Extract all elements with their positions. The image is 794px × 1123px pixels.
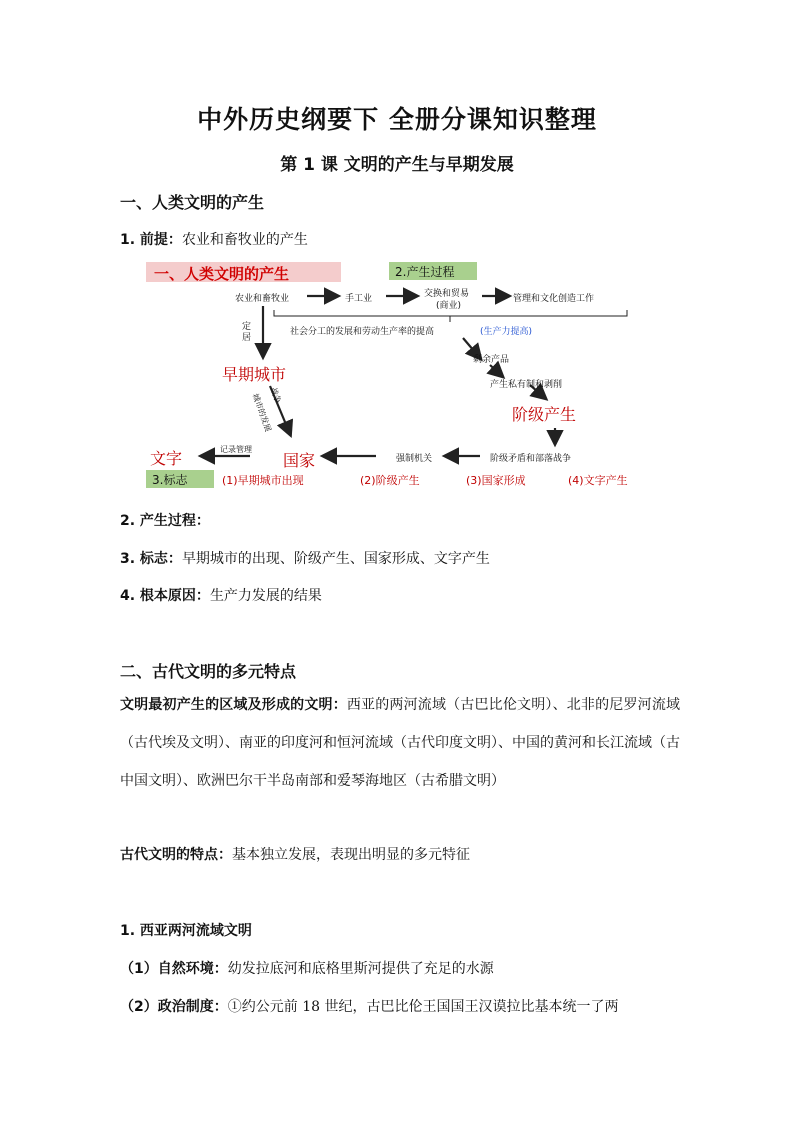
paragraph-features-lead: 古代文明的特点： — [120, 847, 232, 863]
node-coercive-organ: 强制机关 — [396, 454, 433, 464]
item-root-cause-label: 4. 根本原因： — [120, 588, 210, 604]
label-city-development: 城市的发展 — [250, 392, 273, 434]
marker-tag — [146, 470, 214, 488]
node-management: 管理和文化创造工作 — [513, 294, 595, 304]
paragraph-features-text: 基本独立发展，表现出明显的多元特征 — [232, 847, 470, 863]
label-settle: 定居 — [242, 322, 252, 343]
paragraph-regions-text: 西亚的两河流域（古巴比伦文明）、北非的尼罗河流域（古代埃及文明）、南亚的印度河和恒河流域（古代印度文明）、中国的黄河和长江流域（古中国文明）、欧洲巴尔干半岛南部和爱琴海地区（古希腊文明） — [120, 697, 681, 789]
item-premise-text: 农业和畜牧业的产生 — [181, 232, 308, 248]
marker-2: (2)阶级产生 — [360, 474, 420, 487]
node-productivity: (生产力提高) — [480, 327, 533, 337]
node-social-division: 社会分工的发展和劳动生产率的提高 — [290, 327, 435, 337]
process-tag-text: 2.产生过程 — [395, 265, 455, 279]
item-process — [120, 510, 210, 530]
civilization-origin-diagram — [140, 258, 670, 490]
item-process-label: 2. 产生过程： — [120, 513, 210, 529]
item-marker — [120, 548, 490, 568]
lesson-title: 第 1 课 文明的产生与早期发展 — [280, 155, 514, 175]
item-natural-env-label: （1）自然环境： — [120, 961, 228, 977]
node-class: 阶级产生 — [512, 405, 577, 424]
node-handicraft: 手工业 — [345, 294, 373, 304]
marker-4: (4)文字产生 — [568, 474, 628, 487]
node-state: 国家 — [283, 451, 316, 470]
marker-1: (1)早期城市出现 — [222, 474, 304, 487]
document-title: 中外历史纲要下 全册分课知识整理 — [197, 105, 597, 134]
node-trade-sub: (商业) — [436, 301, 462, 311]
paragraph-regions-lead: 文明最初产生的区域及形成的文明： — [120, 697, 347, 713]
item-natural-env-text: 幼发拉底河和底格里斯河提供了充足的水源 — [227, 961, 494, 977]
item-root-cause — [120, 585, 322, 605]
label-record: 记录管理 — [220, 445, 252, 454]
label-war: 战争 — [268, 386, 283, 405]
marker-3: (3)国家形成 — [466, 474, 526, 487]
section-heading-2: 二、古代文明的多元特点 — [120, 662, 297, 681]
subheading-mesopotamia — [120, 920, 252, 940]
paragraph-regions — [120, 686, 680, 800]
node-agriculture: 农业和畜牧业 — [235, 294, 290, 304]
node-surplus: 剩余产品 — [473, 355, 510, 365]
diagram-header — [146, 262, 341, 282]
item-root-cause-text: 生产力发展的结果 — [209, 588, 322, 604]
node-early-city: 早期城市 — [222, 365, 287, 384]
subheading-mesopotamia-text: 1. 西亚两河流域文明 — [120, 923, 252, 939]
node-private-ownership: 产生私有制和剥削 — [490, 380, 563, 390]
item-marker-text: 早期城市的出现、阶级产生、国家形成、文字产生 — [181, 551, 490, 567]
section-heading-1: 一、人类文明的产生 — [120, 193, 265, 212]
item-natural-env — [120, 958, 494, 978]
item-political-system-label: （2）政治制度： — [120, 999, 228, 1015]
diagram-header-text: 一、人类文明的产生 — [154, 265, 290, 283]
item-premise — [120, 229, 308, 249]
item-premise-label: 1. 前提： — [120, 232, 182, 248]
item-political-system — [120, 996, 618, 1016]
marker-tag-text: 3.标志 — [152, 473, 188, 487]
node-trade: 交换和贸易 — [424, 289, 470, 299]
paragraph-features — [120, 836, 680, 874]
process-tag — [389, 262, 477, 280]
item-political-system-text: ①约公元前 18 世纪，古巴比伦王国国王汉谟拉比基本统一了两 — [227, 999, 619, 1015]
node-class-conflict: 阶级矛盾和部落战争 — [490, 454, 572, 464]
node-writing: 文字 — [150, 449, 183, 468]
item-marker-label: 3. 标志： — [120, 551, 182, 567]
